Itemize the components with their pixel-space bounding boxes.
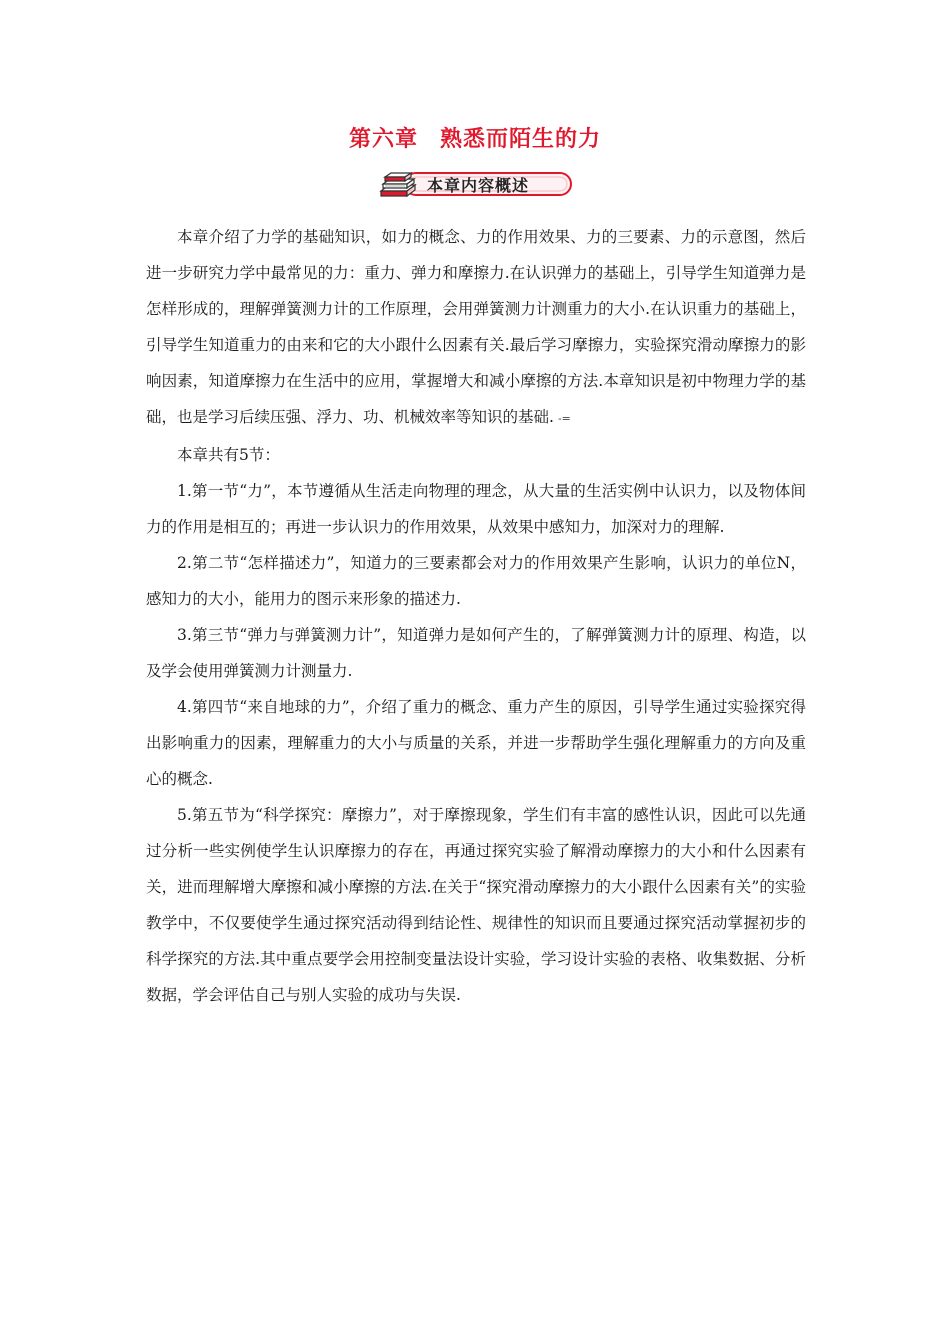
section-banner <box>375 168 575 200</box>
sections-intro: 本章共有5节： <box>177 446 280 464</box>
banner-label: 本章内容概述 <box>427 176 530 195</box>
intro-text: 本章介绍了力学的基础知识，如力的概念、力的作用效果、力的三要素、力的示意图，然后进一步研究力学中最常见的力：重力、弹力和摩擦力.在认识弹力的基础上，引导学生知道弹力是怎样形成的，理解弹簧测力计的工作原理，会用弹簧测力计测重力的大小.在认识重力的基础上，引导学生知道重力的由来和它的大小跟什么因素有关.最后学习摩擦力，实验探究滑动摩擦力的影响因素，知道摩擦力在生活中的应用，掌握增大和减小摩擦的方法.本章知识是初中物理力学的基础，也是学习后续压强、浮力、功、机械效率等知识的基础. <box>146 228 806 426</box>
intro-paragraph <box>146 219 806 437</box>
trailing-mark: -= <box>557 412 571 425</box>
section-3-paragraph: 3.第三节“弹力与弹簧测力计”，知道弹力是如何产生的，了解弹簧测力计的原理、构造，以及学会使用弹簧测力计测量力. <box>146 626 806 680</box>
chapter-number: 第六章 <box>348 127 418 152</box>
section-4-paragraph: 4.第四节“来自地球的力”，介绍了重力的概念、重力产生的原因，引导学生通过实验探究得出影响重力的因素，理解重力的大小与质量的关系，并进一步帮助学生强化理解重力的方向及重心的概念. <box>146 698 806 788</box>
section-5-paragraph: 5.第五节为“科学探究：摩擦力”，对于摩擦现象，学生们有丰富的感性认识，因此可以先通过分析一些实例使学生认识摩擦力的存在，再通过探究实验了解滑动摩擦力的大小和什么因素有关，进而理解增大摩擦和减小摩擦的方法.在关于“探究滑动摩擦力的大小跟什么因素有关”的实验教学中，不仅要使学生通过探究活动得到结论性、规律性的知识而且要通过探究活动掌握初步的科学探究的方法.其中重点要学会用控制变量法设计实验，学习设计实验的表格、收集数据、分析数据，学会评估自己与别人实验的成功与失误. <box>146 806 806 1004</box>
section-2-paragraph: 2.第二节“怎样描述力”，知道力的三要素都会对力的作用效果产生影响，认识力的单位N，感知力的大小，能用力的图示来形象的描述力. <box>146 554 806 608</box>
chapter-title <box>0 122 950 153</box>
chapter-name: 熟悉而陌生的力 <box>440 127 602 152</box>
section-1-paragraph: 1.第一节“力”，本节遵循从生活走向物理的理念，从大量的生活实例中认识力，以及物体间力的作用是相互的；再进一步认识力的作用效果，从效果中感知力，加深对力的理解. <box>146 482 806 536</box>
chapter-overview-body <box>146 219 806 1013</box>
